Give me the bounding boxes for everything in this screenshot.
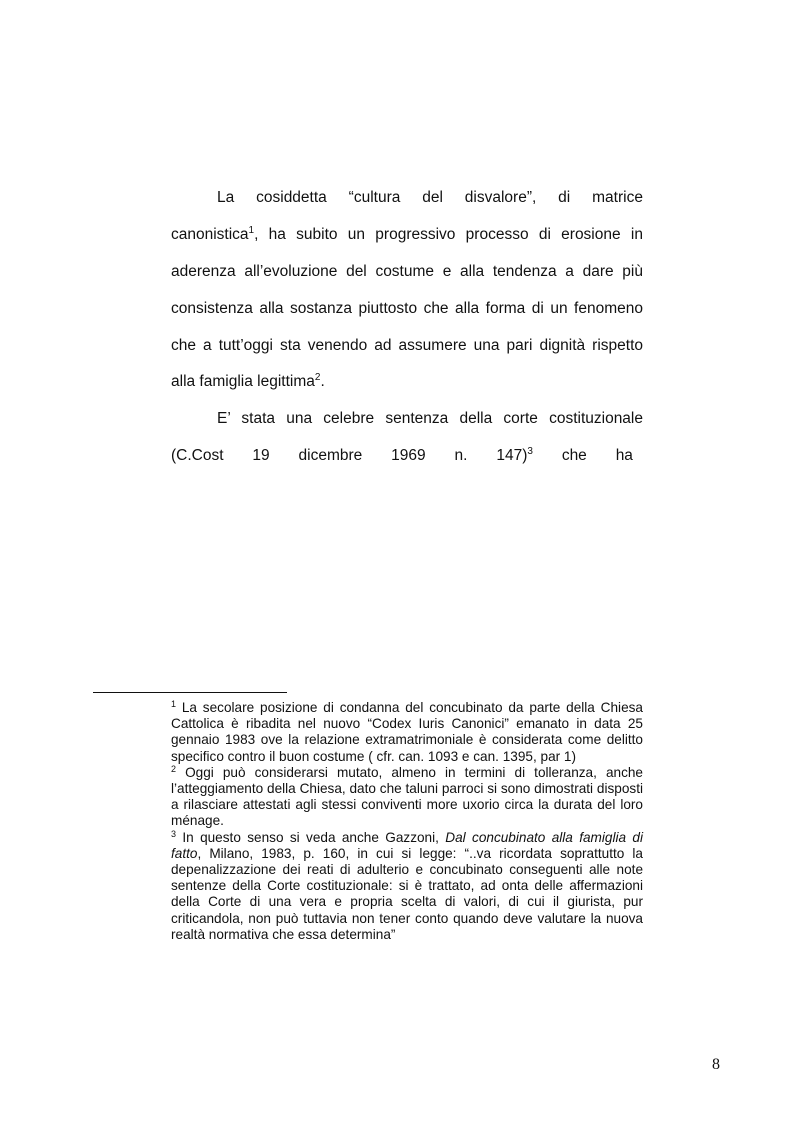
word: progressivo (375, 226, 456, 243)
word: disvalore”, (464, 189, 537, 206)
body-line-8 (171, 446, 643, 466)
footnote-1 (171, 700, 643, 765)
word: in (630, 226, 643, 243)
word: 147) (496, 447, 528, 464)
word: un (347, 226, 366, 243)
word: subito (296, 226, 338, 243)
word: di (558, 189, 571, 206)
word: del (422, 189, 443, 206)
footnote-text: Oggi può considerarsi mutato, almeno in termini di tolleranza, anche l’atteggiamento della Chiesa, dato che taluni parroci si sono dimostrati disposti a rilasciare attestati agli stessi conviventi more uxorio circa la durata del loro ménage. (171, 764, 643, 829)
footnote-mark: 1 (171, 699, 177, 709)
word: matrice (592, 189, 643, 206)
word: dicembre (298, 447, 363, 464)
footnote-text: , Milano, 1983, p. 160, in cui si legge: “..va ricordata soprattutto la depenalizzazione dei reati di adulterio e concubinato conseguenti alle note sentenze della Corte costituzionale: si è trattato, ad onta delle affermazioni della Corte di una vera e propria scelta di valori, di cui il giurista, pur criticandola, non può tuttavia non tener conto quando deve valutare la nuova realtà normativa che essa determina” (171, 845, 643, 942)
word: 1969 (391, 447, 426, 464)
word: erosione (561, 226, 621, 243)
word-with-footnote-ref: canonistica$^1$, (171, 225, 259, 243)
footnote-mark: 2 (171, 763, 177, 774)
footnote-ref-2[interactable]: 2 (314, 372, 321, 383)
footnote-text: In questo senso si veda anche Gazzoni, (176, 829, 446, 845)
body-line-4: consistenza alla sostanza piuttosto che alla forma di un fenomeno (171, 300, 643, 317)
word: ha (268, 226, 286, 243)
footnote-mark: 3 (171, 828, 177, 839)
word: 19 (252, 447, 270, 464)
body-line-1 (171, 188, 643, 208)
word: (C.Cost (171, 447, 224, 464)
body-line-2 (171, 225, 643, 245)
word: La (217, 189, 235, 206)
body-line-5: che a tutt’oggi sta venendo ad assumere una pari dignità rispetto (171, 337, 643, 354)
word-with-footnote-ref (496, 446, 533, 466)
word: ha (615, 447, 633, 464)
body-line-6 (171, 372, 643, 392)
word: cosiddetta (256, 189, 327, 206)
body-line-7: E’ stata una celebre sentenza della corte costituzionale (217, 410, 643, 427)
footnote-book-title: Dal concubinato alla famiglia di fatto (171, 829, 643, 861)
text: . (320, 373, 325, 390)
footnote-ref-3[interactable]: 3 (527, 446, 533, 457)
footnote-3 (171, 830, 643, 943)
footnote-separator (93, 692, 287, 693)
body-line-3: aderenza all’evoluzione del costume e alla tendenza a dare più (171, 263, 643, 280)
footnote-2 (171, 765, 643, 830)
text: alla famiglia legittima (171, 373, 315, 390)
word: processo (465, 226, 529, 243)
page-number: 8 (712, 1056, 720, 1073)
word: “cultura (348, 189, 401, 206)
word: n. (454, 447, 468, 464)
footnote-ref-1[interactable]: 1 (248, 225, 255, 236)
word: che (561, 447, 587, 464)
word: canonistica (171, 226, 249, 243)
footnotes (171, 700, 643, 943)
footnote-text: La secolare posizione di condanna del concubinato da parte della Chiesa Cattolica è ribadita nel nuovo “Codex Iuris Canonici” emanato in data 25 gennaio 1983 ove la relazione extramatrimoniale è considerata come delitto specifico contro il buon costume ( cfr. can. 1093 e can. 1395, par 1) (171, 700, 643, 764)
word: di (538, 226, 551, 243)
